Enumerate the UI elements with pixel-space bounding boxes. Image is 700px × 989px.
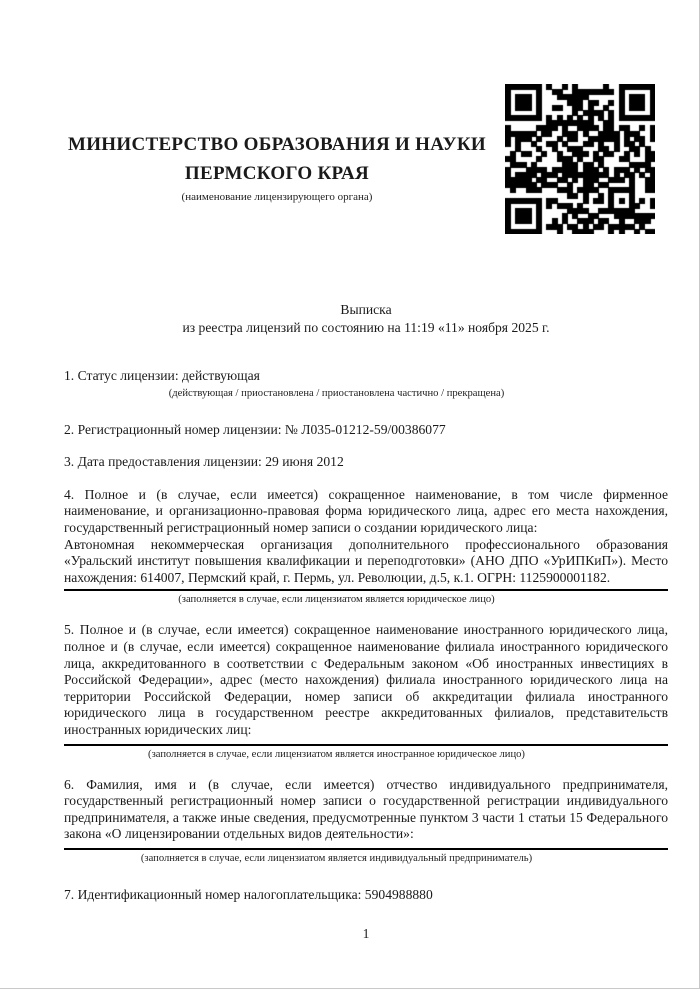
item-1-license-status <box>64 368 668 400</box>
fill-in-rule-legal-entity <box>64 589 668 591</box>
foreign-entity-note: (заполняется в случае, если лицензиатом является иностранное юридическое лицо) <box>148 748 525 760</box>
fill-in-rule-foreign-entity <box>64 744 668 746</box>
individual-entrepreneur-note: (заполняется в случае, если лицензиатом является индивидуальный предприниматель) <box>140 852 533 864</box>
legal-entity-note: (заполняется в случае, если лицензиатом является юридическое лицо) <box>178 594 495 606</box>
fill-in-rule-individual-entrepreneur <box>64 848 668 850</box>
license-status-text: 1. Статус лицензии: действующая <box>64 368 260 383</box>
qr-code-icon <box>505 84 655 234</box>
ministry-name <box>64 130 490 188</box>
item-4-legal-entity-info <box>64 487 668 607</box>
item-3-license-grant-date <box>64 454 668 471</box>
legal-entity-answer: Автономная некоммерческая организация дополнительного профессионального образования «Уральский институт повышения квалификации и переподготовки» (АНО ДПО «УрИПКиП»). Место нахождения: 614007, Пермский край, г. Пермь, ул. Революции, д.5, к.1. ОГРН: 1125900001182. <box>64 536 668 585</box>
registration-number-text: 2. Регистрационный номер лицензии: № Л035-01212-59/00386077 <box>64 421 446 437</box>
legal-entity-question: 4. Полное и (в случае, если имеется) сокращенное наименование, в том числе фирменное наименование, и организационно-правовая форма юридического лица, адрес его места нахождения, государственный регистрационный номер записи о создании юридического лица: <box>64 486 668 535</box>
individual-entrepreneur-question: 6. Фамилия, имя и (в случае, если имеется) отчество индивидуального предпринимателя, государственный регистрационный номер записи о государственной регистрации индивидуального предпринимателя, а также иные сведения, предусмотренные пунктом 3 части 1 статьи 15 Федерального закона «О лицензировании отдельных видов деятельности»: <box>64 776 668 842</box>
taxpayer-id-text: 7. Идентификационный номер налогоплательщика: 5904988880 <box>64 886 433 902</box>
document-title-line1: Выписка <box>340 302 392 317</box>
foreign-entity-question: 5. Полное и (в случае, если имеется) сокращенное наименование иностранного юридического лица, полное и (в случае, если имеется) сокращенное наименование филиала иностранного юридического лица, аккредитованного в соответствии с Федеральным законом «Об иностранных инвестициях в Российской Федерации», адрес (место нахождения) филиала иностранного юридического лица на территории Российской Федерации, номер записи об аккредитации филиала иностранного юридического лица в государственном реестре аккредитованных филиалов, представительств иностранных юридических лиц: <box>64 622 668 737</box>
document-title <box>64 301 668 336</box>
item-2-registration-number <box>64 422 668 439</box>
page-number: 1 <box>362 926 370 941</box>
item-7-taxpayer-id <box>64 887 668 904</box>
item-5-foreign-entity-info <box>64 622 668 760</box>
license-grant-date-text: 3. Дата предоставления лицензии: 29 июня 2012 <box>64 454 344 470</box>
license-status-options-note: (действующая / приостановлена / приостановлена частично / прекращена) <box>168 387 505 399</box>
licensing-authority-note: (наименование лицензирующего органа) <box>181 191 373 203</box>
document-body <box>64 365 668 903</box>
document-title-line2: из реестра лицензий по состоянию на 11:19 «11» ноября 2025 г. <box>182 319 550 335</box>
licensing-authority-header <box>64 130 490 204</box>
ministry-name-line1: МИНИСТЕРСТВО ОБРАЗОВАНИЯ И НАУКИ <box>67 134 487 155</box>
item-6-individual-entrepreneur-info <box>64 777 668 865</box>
ministry-name-line2: ПЕРМСКОГО КРАЯ <box>184 163 370 184</box>
